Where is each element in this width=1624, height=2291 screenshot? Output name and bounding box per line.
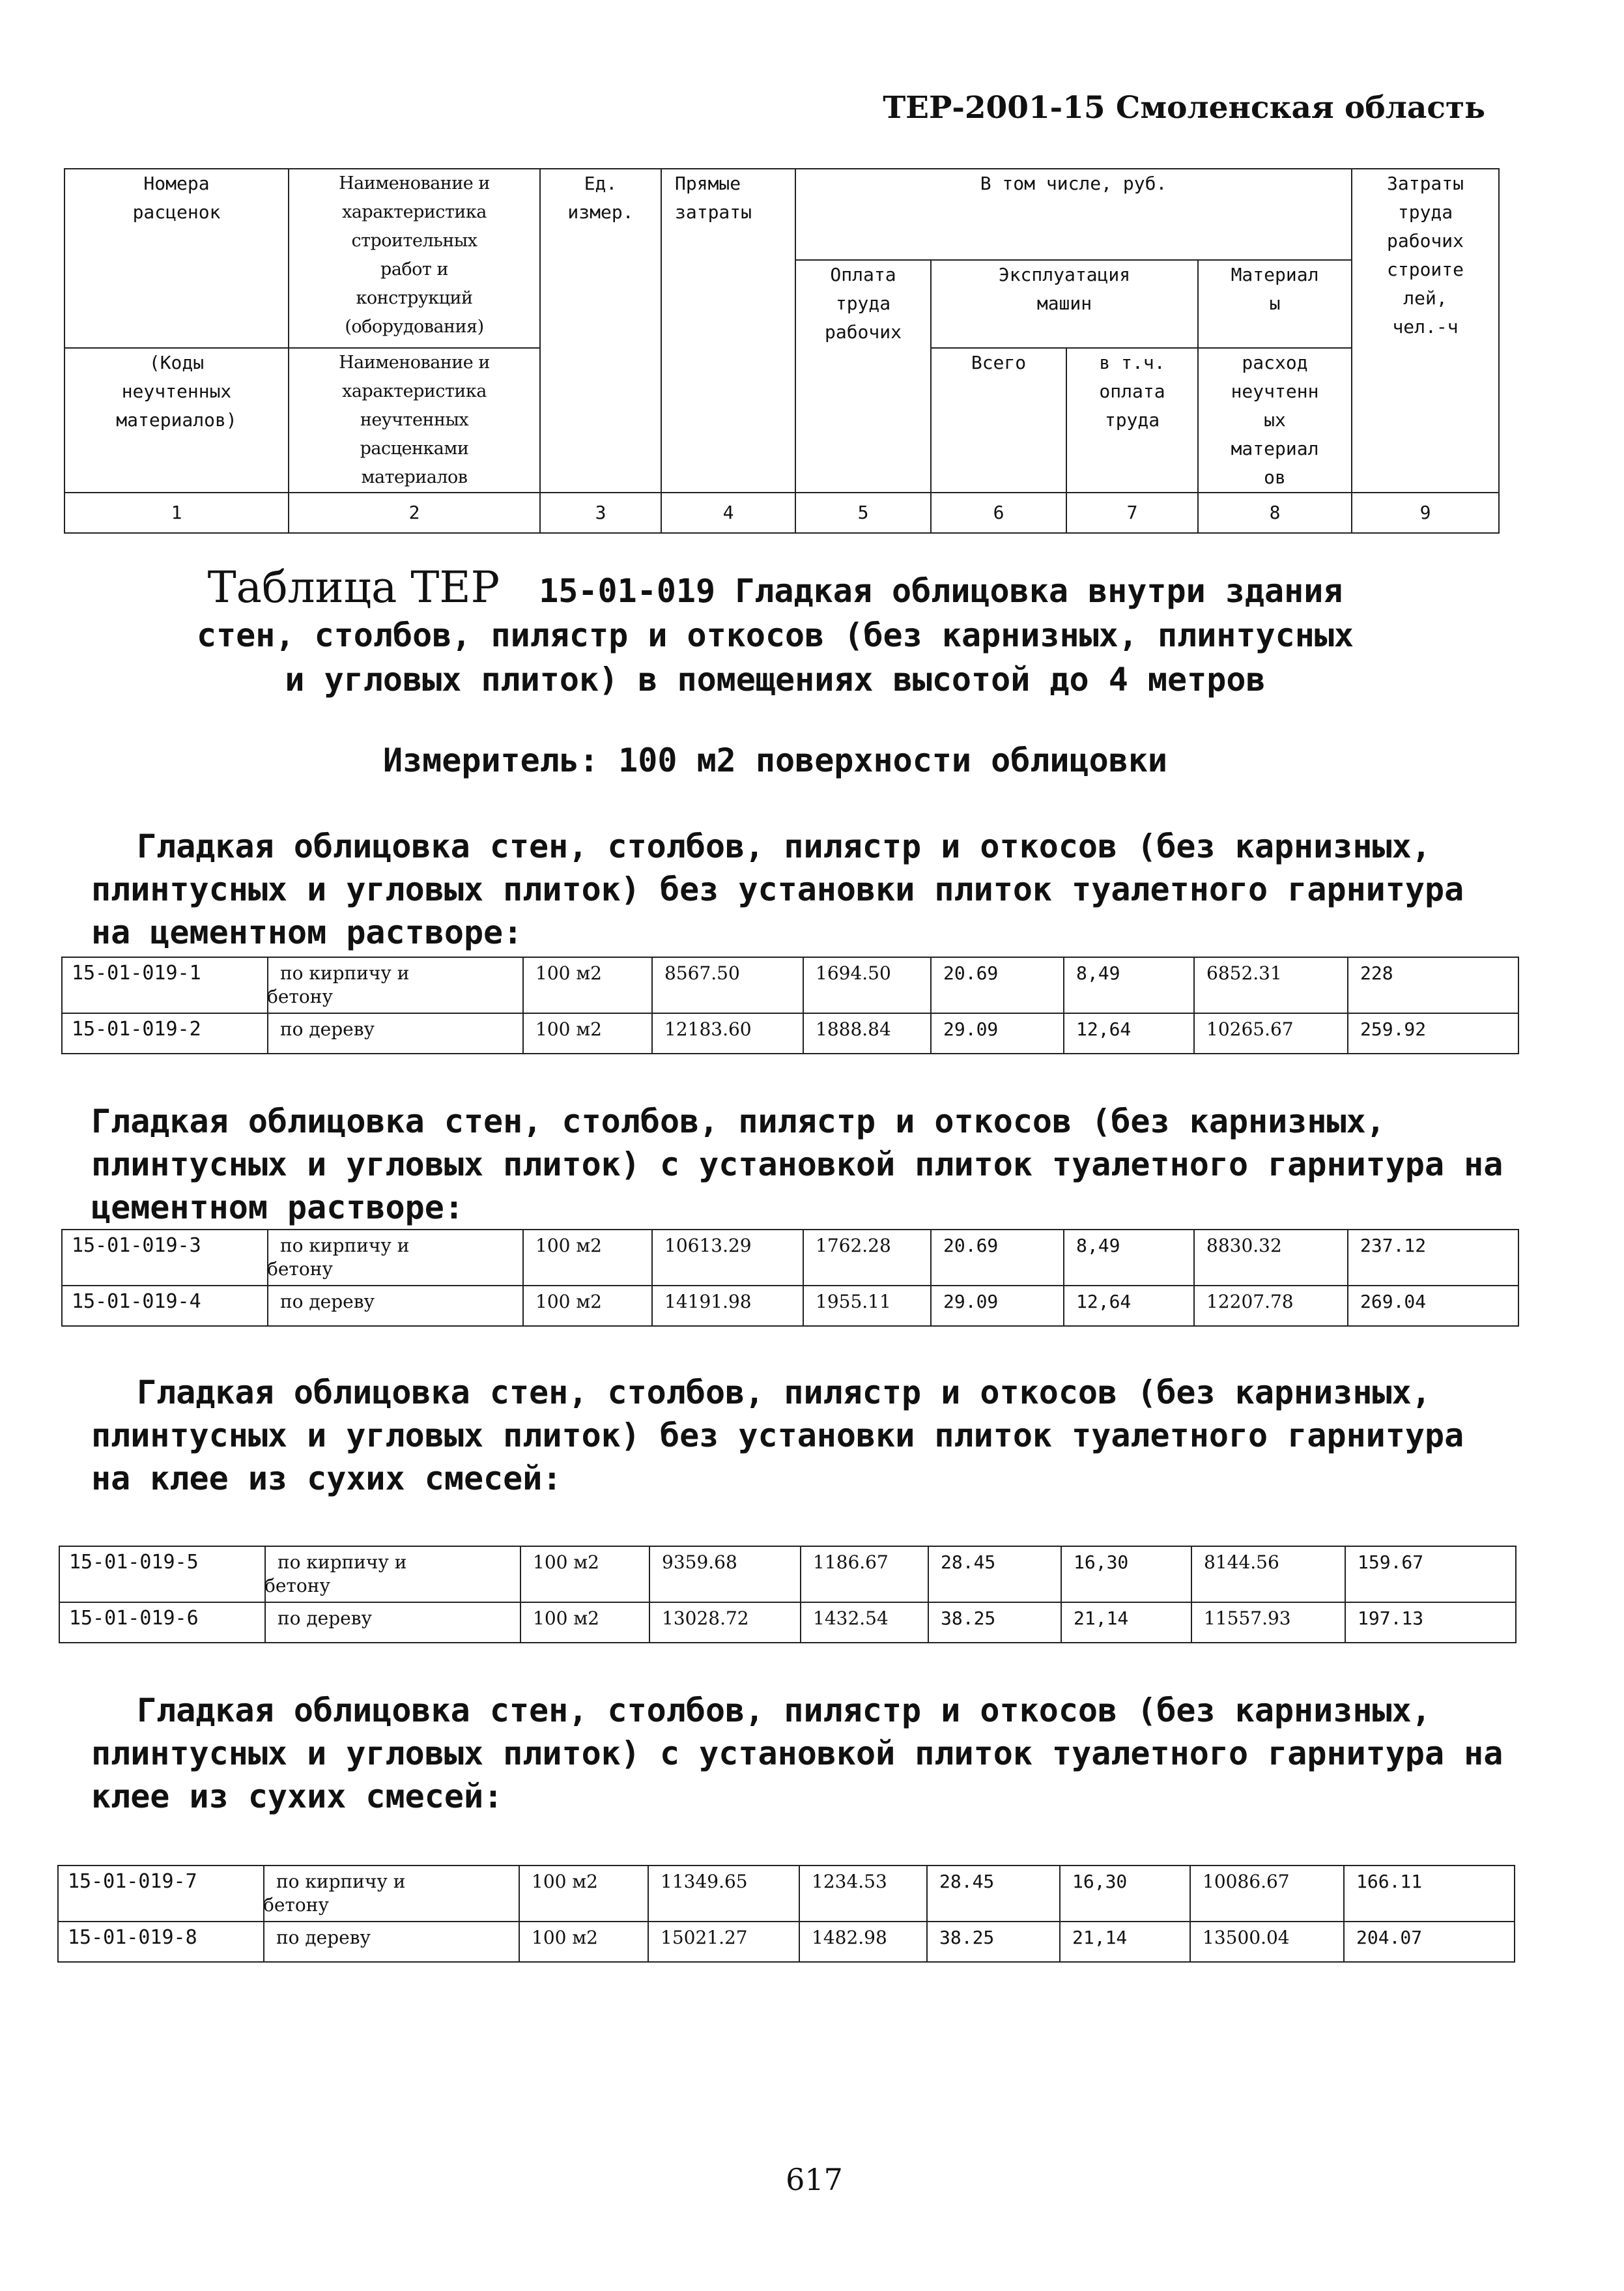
table-title — [59, 562, 1492, 702]
machine-wages-cell: 16,30 — [1061, 1546, 1191, 1602]
work-name-cell: по дереву — [265, 1602, 520, 1643]
machine-wages-cell: 21,14 — [1060, 1922, 1190, 1962]
header-work-name: Наименование и характеристика строительных работ и конструкций (оборудования) — [289, 169, 540, 348]
table-row — [58, 1922, 1515, 1962]
labor-costs-cell: 204.07 — [1344, 1922, 1515, 1962]
column-number-6: 6 — [931, 493, 1066, 533]
machines-total-cell: 38.25 — [927, 1922, 1060, 1962]
work-name-cell: по кирпичу и бетону — [264, 1866, 519, 1922]
direct-costs-cell: 13028.72 — [649, 1602, 801, 1643]
machine-wages-cell: 8,49 — [1064, 1230, 1194, 1286]
section-heading: Гладкая облицовка стен, столбов, пилястр и откосов (без карнизных, плинтусных и угловых плиток) без установки плиток туалетного гарнитура на цементном растворе: — [91, 828, 1464, 951]
work-name-cell: по кирпичу и бетону — [268, 1230, 523, 1286]
header-rate-number: Номера расценок — [64, 169, 289, 348]
header-material-consumption: расход неучтенн ых материал ов — [1198, 348, 1352, 493]
table-title-line-3: и угловых плиток) в помещениях высотой до 4 метров — [285, 661, 1266, 699]
direct-costs-cell: 9359.68 — [649, 1546, 801, 1602]
table-row — [62, 957, 1518, 1013]
header-machines: Эксплуатация машин — [931, 260, 1198, 348]
table-title-line-2: стен, столбов, пилястр и откосов (без карнизных, плинтусных — [196, 616, 1354, 654]
unit-cell: 100 м2 — [523, 1013, 652, 1054]
table-row — [62, 1230, 1518, 1286]
machine-wages-cell: 12,64 — [1064, 1286, 1194, 1326]
labor-costs-cell: 197.13 — [1345, 1602, 1516, 1643]
header-direct-costs: Прямые затраты — [661, 169, 795, 493]
machines-total-cell: 28.45 — [927, 1866, 1060, 1922]
column-header-table — [64, 168, 1500, 534]
page-number: 617 — [786, 2162, 843, 2197]
materials-cell: 12207.78 — [1194, 1286, 1348, 1326]
machine-wages-cell: 16,30 — [1060, 1866, 1190, 1922]
rate-code-cell: 15-01-019-2 — [62, 1013, 268, 1054]
labor-costs-cell: 259.92 — [1348, 1013, 1518, 1054]
machines-total-cell: 28.45 — [928, 1546, 1061, 1602]
table-row — [58, 1866, 1515, 1922]
direct-costs-cell: 11349.65 — [648, 1866, 799, 1922]
work-name-cell: по дереву — [264, 1922, 519, 1962]
machine-wages-cell: 21,14 — [1061, 1602, 1191, 1643]
rate-code-cell: 15-01-019-7 — [58, 1866, 264, 1922]
rate-code-cell: 15-01-019-5 — [59, 1546, 265, 1602]
work-name-cell: по дереву — [268, 1286, 523, 1326]
work-name-cell: по дереву — [268, 1013, 523, 1054]
section-heading: Гладкая облицовка стен, столбов, пилястр и откосов (без карнизных, плинтусных и угловых плиток) с установкой плиток туалетного гарнитура на цементном растворе: — [91, 1102, 1503, 1226]
wages-cell: 1482.98 — [799, 1922, 927, 1962]
table-row — [62, 1286, 1518, 1326]
header-labor-costs: Затраты труда рабочих строите лей, чел.-ч — [1352, 169, 1499, 493]
column-number-5: 5 — [795, 493, 931, 533]
machines-total-cell: 29.09 — [931, 1286, 1064, 1326]
rate-code-cell: 15-01-019-3 — [62, 1230, 268, 1286]
column-number-7: 7 — [1066, 493, 1198, 533]
wages-cell: 1432.54 — [801, 1602, 928, 1643]
machines-total-cell: 20.69 — [931, 957, 1064, 1013]
rate-code-cell: 15-01-019-6 — [59, 1602, 265, 1643]
rates-table — [61, 957, 1519, 1054]
table-row — [59, 1602, 1516, 1643]
work-name-cell: по кирпичу и бетону — [268, 957, 523, 1013]
column-number-1: 1 — [64, 493, 289, 533]
machines-total-cell: 38.25 — [928, 1602, 1061, 1643]
materials-cell: 8144.56 — [1191, 1546, 1345, 1602]
wages-cell: 1762.28 — [803, 1230, 931, 1286]
table-title-prefix: Таблица ТЕР — [207, 562, 500, 612]
wages-cell: 1186.67 — [801, 1546, 928, 1602]
rates-table — [57, 1865, 1515, 1963]
running-header: ТЕР-2001-15 Смоленская область — [883, 90, 1485, 126]
materials-cell: 10265.67 — [1194, 1013, 1348, 1054]
table-row — [62, 1013, 1518, 1054]
section-heading: Гладкая облицовка стен, столбов, пилястр и откосов (без карнизных, плинтусных и угловых плиток) без установки плиток туалетного гарнитура на клее из сухих смесей: — [91, 1374, 1464, 1497]
labor-costs-cell: 237.12 — [1348, 1230, 1518, 1286]
measurement-unit: Измеритель: 100 м2 поверхности облицовки — [382, 742, 1168, 779]
column-number-2: 2 — [289, 493, 540, 533]
unit-cell: 100 м2 — [523, 957, 652, 1013]
table-title-line-1: 15-01-019 Гладкая облицовка внутри здания — [539, 572, 1343, 610]
column-number-9: 9 — [1352, 493, 1499, 533]
machines-total-cell: 20.69 — [931, 1230, 1064, 1286]
rate-code-cell: 15-01-019-1 — [62, 957, 268, 1013]
direct-costs-cell: 14191.98 — [652, 1286, 803, 1326]
materials-cell: 10086.67 — [1190, 1866, 1344, 1922]
labor-costs-cell: 159.67 — [1345, 1546, 1516, 1602]
work-name-cell: по кирпичу и бетону — [265, 1546, 520, 1602]
column-number-4: 4 — [661, 493, 795, 533]
header-material-name: Наименование и характеристика неучтенных расценками материалов — [289, 348, 540, 493]
labor-costs-cell: 269.04 — [1348, 1286, 1518, 1326]
rates-table — [59, 1546, 1517, 1643]
wages-cell: 1694.50 — [803, 957, 931, 1013]
header-material-codes: (Коды неучтенных материалов) — [64, 348, 289, 493]
section-heading: Гладкая облицовка стен, столбов, пилястр и откосов (без карнизных, плинтусных и угловых плиток) с установкой плиток туалетного гарнитура на клее из сухих смесей: — [91, 1692, 1503, 1815]
column-number-8: 8 — [1198, 493, 1352, 533]
header-machines-total: Всего — [931, 348, 1066, 493]
materials-cell: 11557.93 — [1191, 1602, 1345, 1643]
unit-cell: 100 м2 — [520, 1546, 649, 1602]
labor-costs-cell: 228 — [1348, 957, 1518, 1013]
unit-cell: 100 м2 — [519, 1866, 648, 1922]
table-row — [59, 1546, 1516, 1602]
wages-cell: 1234.53 — [799, 1866, 927, 1922]
materials-cell: 13500.04 — [1190, 1922, 1344, 1962]
header-group-including: В том числе, руб. — [795, 169, 1352, 260]
machine-wages-cell: 12,64 — [1064, 1013, 1194, 1054]
header-unit: Ед. измер. — [540, 169, 661, 493]
rates-table — [61, 1229, 1519, 1327]
column-number-row — [64, 493, 1499, 533]
machine-wages-cell: 8,49 — [1064, 957, 1194, 1013]
unit-cell: 100 м2 — [523, 1230, 652, 1286]
header-materials: Материал ы — [1198, 260, 1352, 348]
unit-cell: 100 м2 — [519, 1922, 648, 1962]
direct-costs-cell: 8567.50 — [652, 957, 803, 1013]
direct-costs-cell: 12183.60 — [652, 1013, 803, 1054]
column-number-3: 3 — [540, 493, 661, 533]
materials-cell: 6852.31 — [1194, 957, 1348, 1013]
direct-costs-cell: 10613.29 — [652, 1230, 803, 1286]
unit-cell: 100 м2 — [520, 1602, 649, 1643]
header-wages: Оплата труда рабочих — [795, 260, 931, 493]
unit-cell: 100 м2 — [523, 1286, 652, 1326]
wages-cell: 1888.84 — [803, 1013, 931, 1054]
rate-code-cell: 15-01-019-8 — [58, 1922, 264, 1962]
labor-costs-cell: 166.11 — [1344, 1866, 1515, 1922]
rate-code-cell: 15-01-019-4 — [62, 1286, 268, 1326]
header-machine-wages: в т.ч. оплата труда — [1066, 348, 1198, 493]
materials-cell: 8830.32 — [1194, 1230, 1348, 1286]
direct-costs-cell: 15021.27 — [648, 1922, 799, 1962]
wages-cell: 1955.11 — [803, 1286, 931, 1326]
machines-total-cell: 29.09 — [931, 1013, 1064, 1054]
